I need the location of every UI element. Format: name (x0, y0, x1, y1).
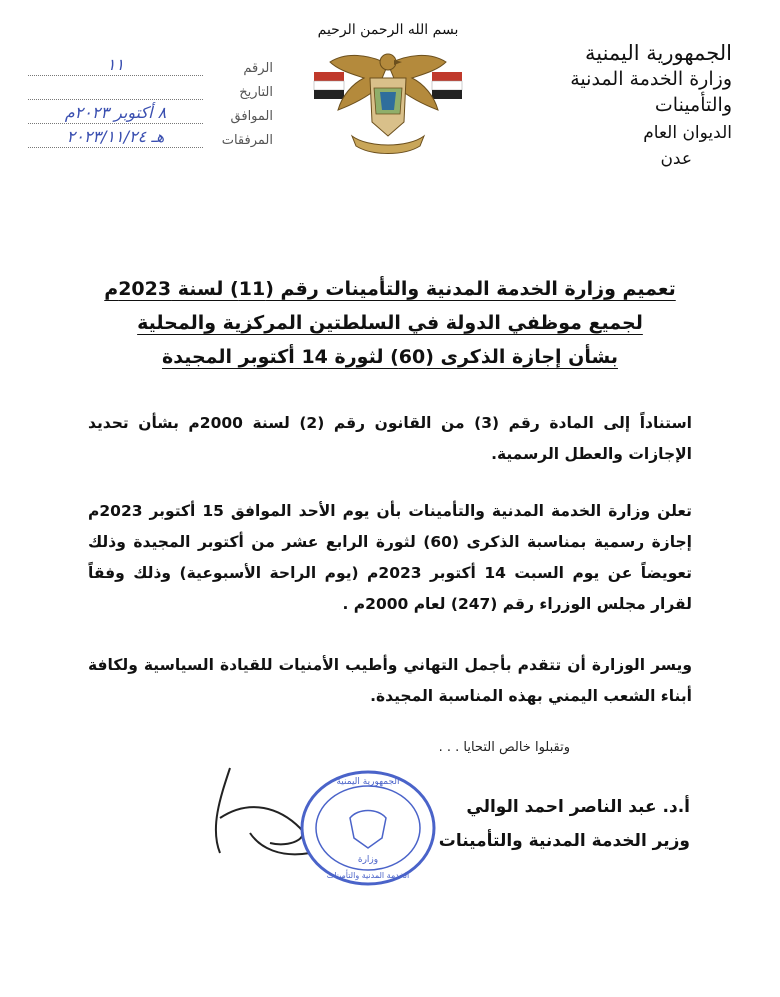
body-paragraph-2 (88, 496, 692, 620)
letterhead-office: الديوان العام (643, 123, 732, 143)
letterhead-country: الجمهورية اليمنية (584, 41, 732, 65)
body-paragraph-1 (88, 408, 692, 470)
circular-title (80, 272, 700, 374)
body-paragraph-3 (88, 650, 692, 712)
letterhead-ministry: وزارة الخدمة المدنية والتأمينات (570, 68, 732, 116)
signature-block (439, 790, 690, 858)
letterhead (532, 40, 732, 172)
stamp-text-mid: وزارة (357, 855, 379, 865)
signatory-title: وزير الخدمة المدنية والتأمينات (438, 831, 690, 851)
ref-corresponding-row (28, 100, 273, 124)
paragraph-congratulations: ويسر الوزارة أن تتقدم بأجمل التهاني وأطيب الأمنيات للقيادة السياسية ولكافة أبناء الشعب اليمني بهذه المناسبة المجيدة. (88, 656, 692, 705)
eagle-emblem-icon (308, 44, 468, 162)
signatory-name: أ.د. عبد الناصر احمد الوالي (466, 797, 690, 817)
ref-attachments-row (28, 124, 273, 148)
letterhead-city: عدن (660, 149, 692, 169)
ref-attachments-label: المرفقات (221, 133, 273, 148)
national-emblem (298, 22, 478, 164)
title-line-1: تعميم وزارة الخدمة المدنية والتأمينات رقم (11) لسنة 2023م (104, 278, 676, 300)
ref-attachments-value: هـ ٢٠٢٣/١١/٢٤ (28, 127, 203, 148)
ref-corresponding-value: ٨ أكتوبر ٢٠٢٣م (28, 103, 203, 124)
stamp-text-top: الجمهورية اليمنية (336, 777, 400, 787)
ref-corresponding-label: الموافق (230, 109, 273, 124)
ref-number-row (28, 52, 273, 76)
ref-date-row (28, 76, 273, 100)
paragraph-legal-basis: استناداً إلى المادة رقم (3) من القانون رقم (2) لسنة 2000م بشأن تحديد الإجازات والعطل الرسمية. (88, 414, 692, 463)
reference-fields (28, 52, 273, 148)
paragraph-announcement: تعلن وزارة الخدمة المدنية والتأمينات بأن يوم الأحد الموافق 15 أكتوبر 2023م إجازة رسمية بمناسبة الذكرى (60) لثورة الرابع عشر من أكتوبر المجيدة وذلك تعويضاً عن يوم السبت 14 أكتوبر 2023م (يوم الراحة الأسبوعية) وذلك وفقاً لقرار مجلس الوزراء رقم (247) لعام 2000م . (88, 502, 692, 613)
ref-number-value: ١١ (28, 55, 203, 76)
title-line-3: بشأن إجازة الذكرى (60) لثورة 14 أكتوبر المجيدة (162, 346, 618, 368)
stamp-text-bottom: الخدمة المدنية والتأمينات (326, 871, 410, 880)
basmala: بسم الله الرحمن الرحيم (317, 22, 459, 38)
ref-number-label: الرقم (243, 61, 273, 76)
closing-line: وتقبلوا خالص التحايا . . . (438, 740, 570, 755)
title-line-2: لجميع موظفي الدولة في السلطتين المركزية والمحلية (137, 312, 643, 334)
official-stamp (298, 768, 438, 888)
ref-date-value (28, 98, 203, 100)
ref-date-label: التاريخ (239, 85, 273, 100)
